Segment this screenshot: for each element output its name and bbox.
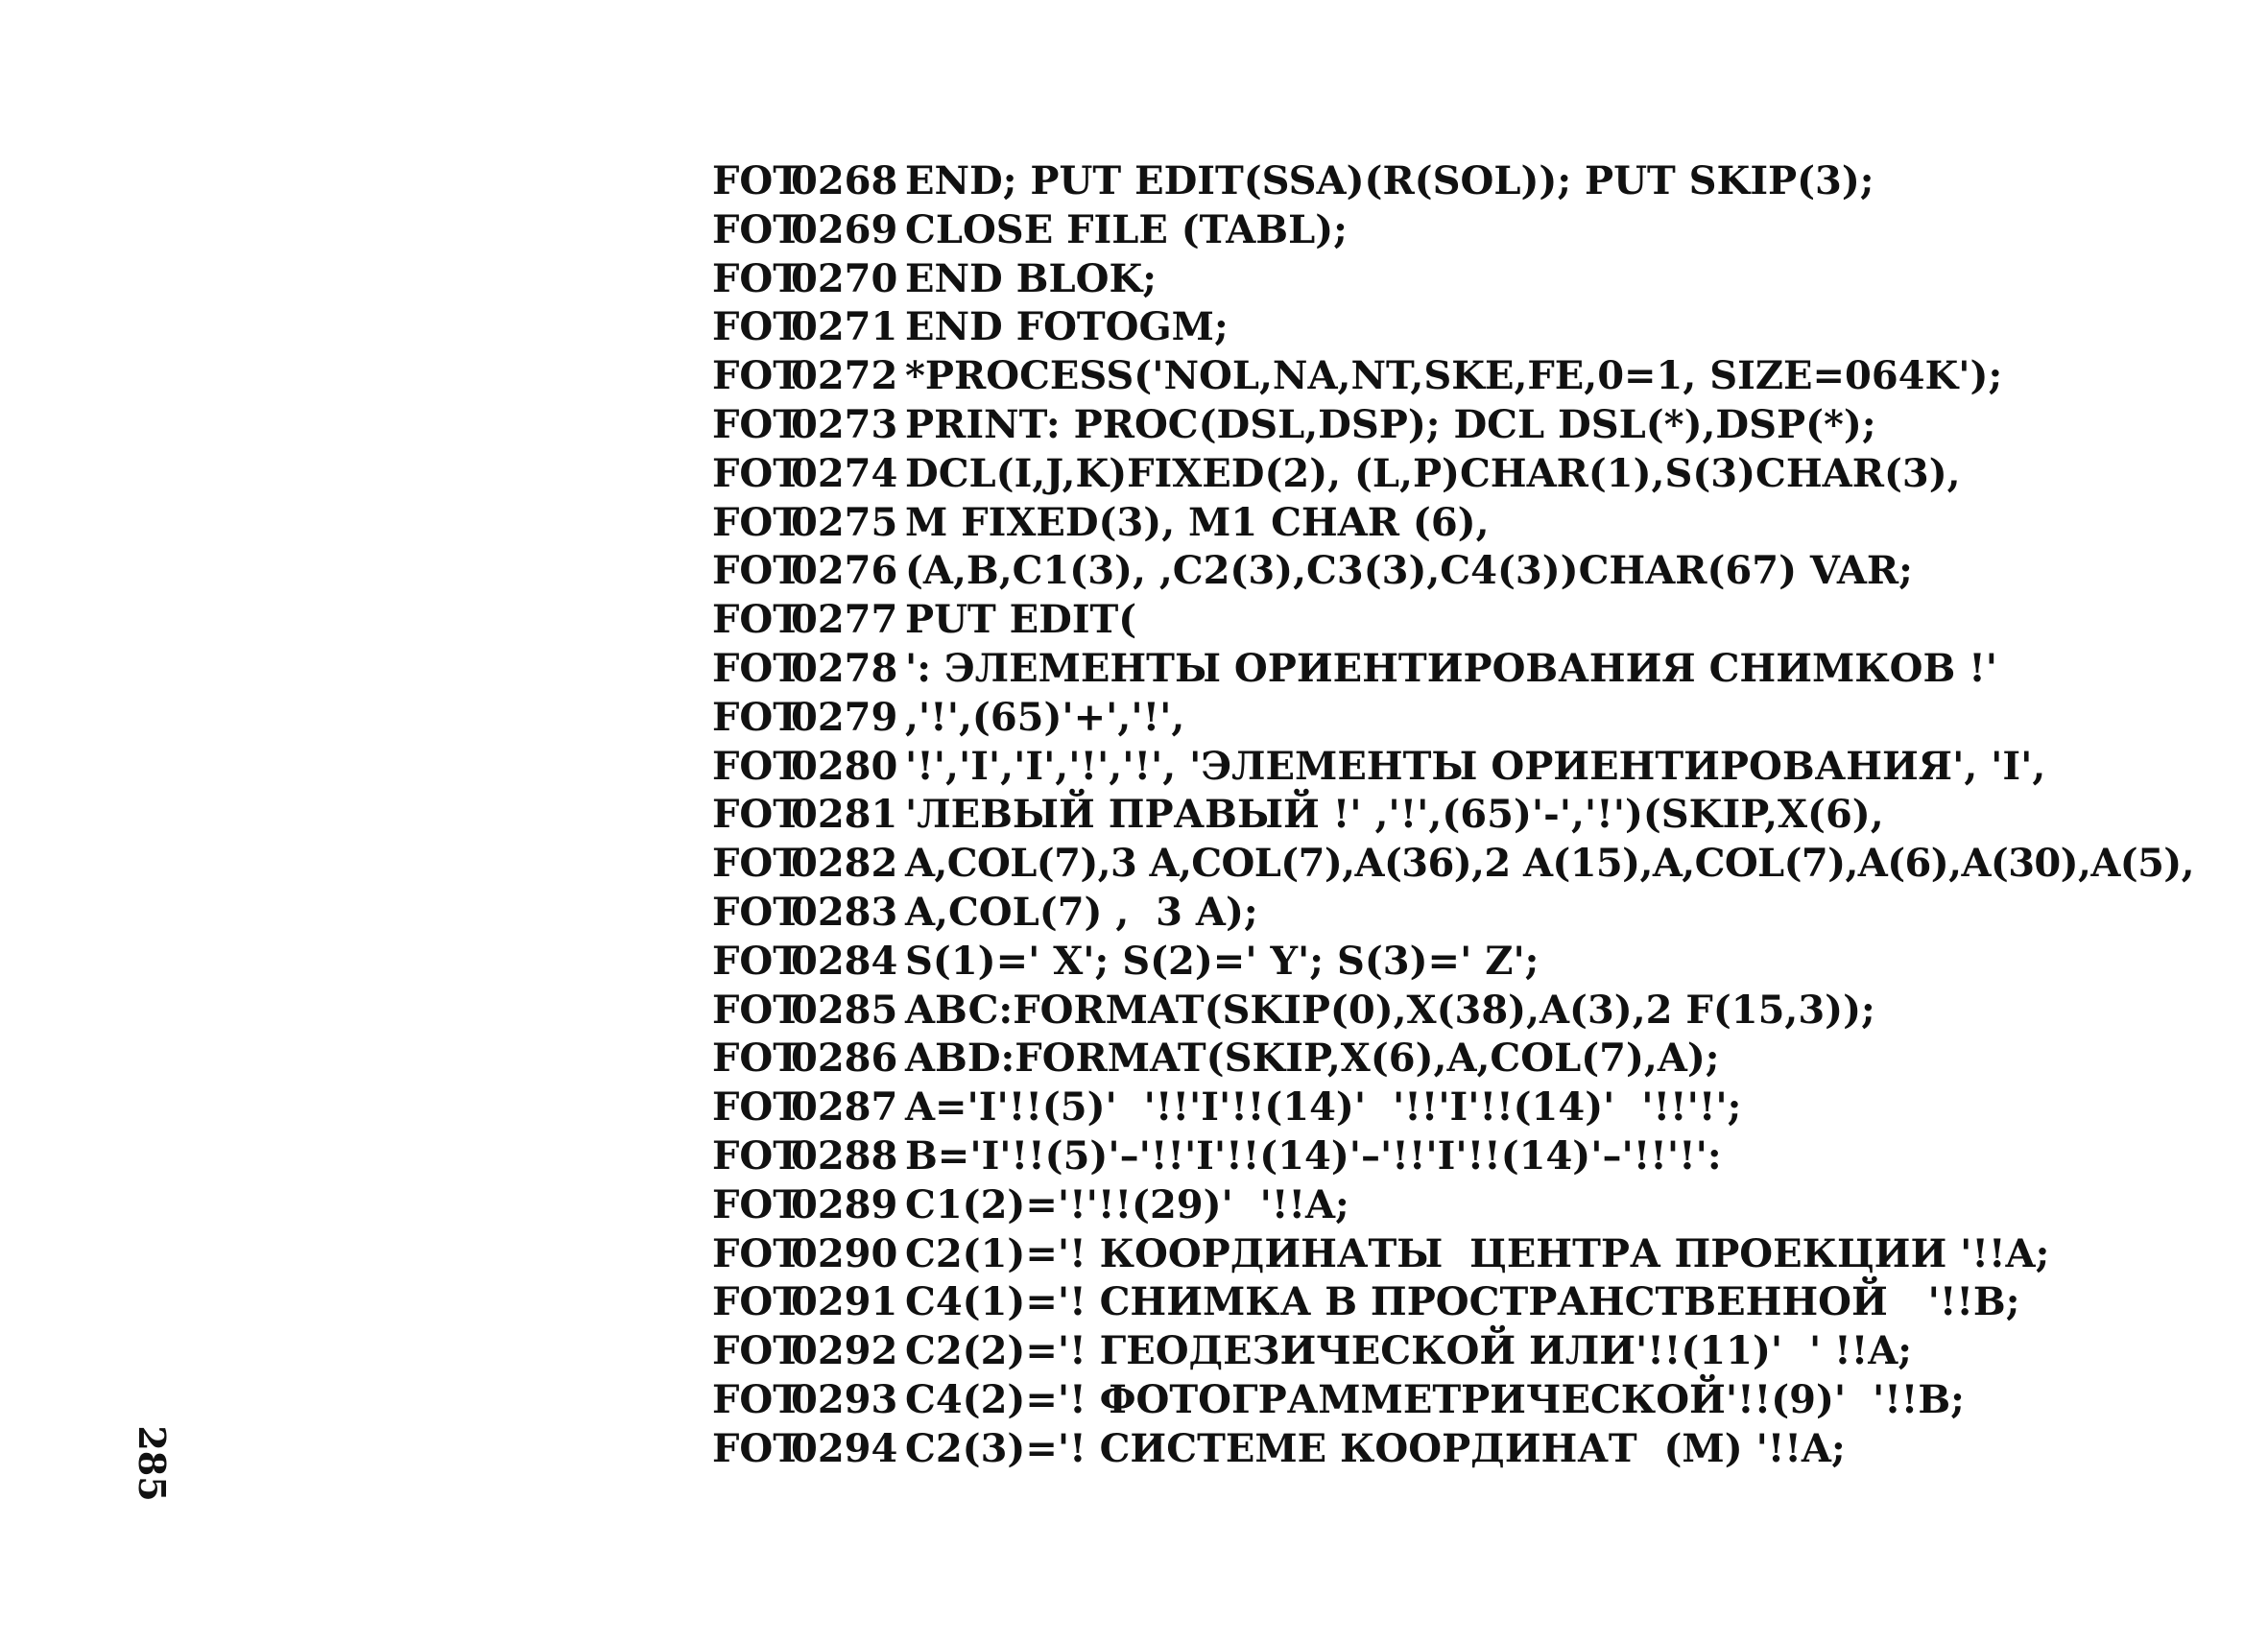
line-tag: FOT: [712, 158, 802, 203]
line-code: S(1)=' X'; S(2)=' Y'; S(3)=' Z';: [905, 938, 1540, 984]
line-tag: FOT: [712, 1084, 802, 1131]
line-tag: FOT: [712, 1425, 802, 1471]
listing-line-0271: [712, 303, 2248, 352]
line-tag: FOT: [712, 1376, 802, 1422]
line-code: CLOSE FILE (TABL);: [905, 206, 1348, 252]
page-number: 285: [131, 1425, 174, 1502]
listing-line-0269: [712, 206, 2248, 255]
line-number: 0293: [791, 1376, 898, 1422]
line-code: C2(3)='! СИСТЕМЕ КООРДИНАТ (М) '!!A;: [905, 1425, 1846, 1471]
line-tag: FOT: [712, 401, 802, 447]
line-number: 0279: [791, 694, 898, 740]
line-code: C1(2)='!'!!(29)' '!!A;: [905, 1181, 1349, 1227]
line-code: C4(2)='! ФОТОГРАММЕТРИЧЕСКОЙ'!!(9)' '!!B;: [905, 1376, 1965, 1422]
line-code: ABC:FORMAT(SKIP(0),X(38),A(3),2 F(15,3));: [905, 987, 1875, 1033]
line-tag: FOT: [712, 987, 802, 1033]
line-tag: FOT: [712, 1181, 802, 1227]
line-code: END; PUT EDIT(SSA)(R(SOL)); PUT SKIP(3);: [905, 158, 1874, 203]
line-tag: FOT: [712, 1279, 802, 1325]
listing-line-0291: [712, 1278, 2248, 1327]
line-number: 0277: [791, 597, 898, 643]
line-tag: FOT: [712, 499, 802, 545]
line-number: 0273: [791, 401, 898, 447]
line-tag: FOT: [712, 304, 802, 350]
line-tag: FOT: [712, 206, 802, 252]
line-code: C4(1)='! СНИМКА В ПРОСТРАНСТВЕННОЙ '!!B;: [905, 1279, 2020, 1325]
line-tag: FOT: [712, 743, 802, 789]
line-number: 0285: [791, 987, 898, 1033]
line-tag: FOT: [712, 1230, 802, 1276]
line-number: 0271: [791, 304, 898, 350]
line-tag: FOT: [712, 255, 802, 301]
listing-line-0273: [712, 401, 2248, 450]
line-tag: FOT: [712, 353, 802, 399]
line-code: C2(2)='! ГЕОДЕЗИЧЕСКОЙ ИЛИ'!!(11)' ' !!A;: [905, 1328, 1913, 1374]
line-code: *PROCESS('NOL,NA,NT,SKE,FE,0=1, SIZE=064K');: [905, 353, 2003, 399]
line-number: 0294: [791, 1425, 898, 1471]
line-number: 0281: [791, 792, 898, 838]
listing-line-0272: [712, 352, 2248, 401]
line-code: A,COL(7),3 A,COL(7),A(36),2 A(15),A,COL(7),A(6),A(30),A(5),: [905, 841, 2194, 887]
line-code: PRINT: PROC(DSL,DSP); DCL DSL(*),DSP(*);: [905, 401, 1876, 447]
program-listing: [712, 157, 2248, 1474]
listing-line-0277: [712, 596, 2248, 645]
line-code: ,'!',(65)'+','!',: [905, 694, 1185, 740]
line-number: 0269: [791, 206, 898, 252]
line-number: 0268: [791, 158, 898, 203]
line-code: (A,B,C1(3), ,C2(3),C3(3),C4(3))CHAR(67) VAR;: [905, 548, 1913, 594]
listing-line-0292: [712, 1327, 2248, 1376]
line-code: M FIXED(3), M1 CHAR (6),: [905, 499, 1490, 545]
listing-line-0288: [712, 1132, 2248, 1181]
line-number: 0275: [791, 499, 898, 545]
line-number: 0270: [791, 255, 898, 301]
listing-line-0270: [712, 255, 2248, 304]
line-code: B='I'!!(5)'–'!!'I'!!(14)'–'!!'I'!!(14)'–'!!'!':: [905, 1132, 1722, 1179]
line-number: 0282: [791, 841, 898, 887]
listing-line-0294: [712, 1425, 2248, 1474]
listing-line-0281: [712, 791, 2248, 840]
listing-line-0284: [712, 938, 2248, 987]
listing-line-0285: [712, 987, 2248, 1036]
line-code: ': ЭЛЕМЕНТЫ ОРИЕНТИРОВАНИЯ СНИМКОВ !': [905, 645, 1998, 691]
line-number: 0272: [791, 353, 898, 399]
listing-line-0287: [712, 1083, 2248, 1132]
listing-line-0275: [712, 499, 2248, 548]
line-code: END BLOK;: [905, 255, 1157, 301]
listing-line-0279: [712, 694, 2248, 743]
line-number: 0288: [791, 1132, 898, 1179]
listing-line-0278: [712, 645, 2248, 694]
listing-line-0293: [712, 1376, 2248, 1425]
line-code: END FOTOGM;: [905, 304, 1229, 350]
line-code: A='I'!!(5)' '!!'I'!!(14)' '!!'I'!!(14)' '!!'!';: [905, 1084, 1742, 1131]
line-code: A,COL(7) , 3 A);: [905, 889, 1258, 935]
listing-line-0276: [712, 547, 2248, 596]
line-tag: FOT: [712, 1036, 802, 1082]
line-tag: FOT: [712, 450, 802, 496]
listing-line-0280: [712, 743, 2248, 792]
line-code: PUT EDIT(: [905, 597, 1137, 643]
line-number: 0289: [791, 1181, 898, 1227]
line-code: C2(1)='! КООРДИНАТЫ ЦЕНТРА ПРОЕКЦИИ '!!A;: [905, 1230, 2050, 1276]
line-number: 0287: [791, 1084, 898, 1131]
listing-line-0274: [712, 450, 2248, 499]
line-tag: FOT: [712, 938, 802, 984]
line-tag: FOT: [712, 841, 802, 887]
line-tag: FOT: [712, 889, 802, 935]
line-number: 0283: [791, 889, 898, 935]
listing-line-0286: [712, 1035, 2248, 1083]
line-code: 'ЛЕВЫЙ ПРАВЫЙ !' ,'!',(65)'-','!')(SKIP,X(6),: [905, 792, 1884, 838]
line-tag: FOT: [712, 1328, 802, 1374]
line-tag: FOT: [712, 792, 802, 838]
line-number: 0278: [791, 645, 898, 691]
line-number: 0291: [791, 1279, 898, 1325]
line-tag: FOT: [712, 694, 802, 740]
listing-line-0283: [712, 889, 2248, 938]
line-number: 0290: [791, 1230, 898, 1276]
line-tag: FOT: [712, 597, 802, 643]
line-number: 0286: [791, 1036, 898, 1082]
line-tag: FOT: [712, 645, 802, 691]
listing-line-0282: [712, 840, 2248, 889]
line-code: '!','I','I','!','!', 'ЭЛЕМЕНТЫ ОРИЕНТИРОВАНИЯ', 'I',: [905, 743, 2046, 789]
line-number: 0276: [791, 548, 898, 594]
line-tag: FOT: [712, 548, 802, 594]
listing-line-0268: [712, 157, 2248, 206]
line-tag: FOT: [712, 1132, 802, 1179]
line-number: 0280: [791, 743, 898, 789]
listing-line-0289: [712, 1181, 2248, 1230]
line-number: 0284: [791, 938, 898, 984]
line-code: ABD:FORMAT(SKIP,X(6),A,COL(7),A);: [905, 1036, 1720, 1082]
line-number: 0274: [791, 450, 898, 496]
line-code: DCL(I,J,K)FIXED(2), (L,P)CHAR(1),S(3)CHAR(3),: [905, 450, 1961, 496]
line-number: 0292: [791, 1328, 898, 1374]
listing-line-0290: [712, 1230, 2248, 1279]
